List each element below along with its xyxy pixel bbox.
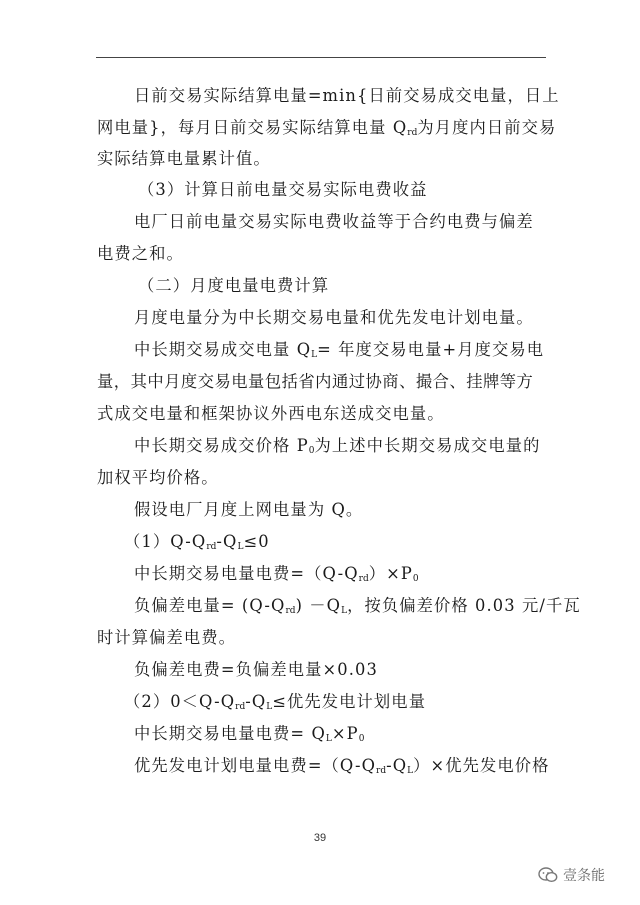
- text-line-13: 加权平均价格。: [97, 468, 219, 487]
- text-line-3: 实际结算电量累计值。: [97, 149, 271, 168]
- text-line-16: 中长期交易电量电费$=(Q-Q_{rd})\times P_0$: [134, 564, 419, 584]
- wechat-official-account-icon: [538, 866, 558, 884]
- text-line-17: 负偏差电量= $(Q-Q_{rd}) -Q_L$，按负偏差价格 0.03 元/千瓦: [134, 596, 581, 616]
- watermark: [538, 865, 605, 885]
- text-line-14: 假设电厂月度上网电量为 Q。: [134, 500, 364, 519]
- text-line-22: 优先发电计划电量电费$=(Q-Q_{rd}-Q_L)\times$优先发电价格: [134, 756, 550, 776]
- text-line-2: 网电量}，每月日前交易实际结算电量 $Q_{rd}$为月度内日前交易: [97, 118, 557, 138]
- section-heading-monthly: （二）月度电量电费计算: [138, 276, 330, 295]
- case-1-condition: $(1)Q-Q_{rd}-Q_L\le 0$: [124, 532, 270, 552]
- text-line-1: 日前交易实际结算电量=min{日前交易成交电量，日上: [134, 86, 560, 105]
- header-rule: [96, 57, 546, 58]
- case-2-condition: $(2)0<Q-Q_{rd}-Q_L\le$优先发电计划电量: [124, 692, 427, 712]
- text-line-11: 式成交电量和框架协议外西电东送成交电量。: [97, 404, 445, 423]
- text-line-8: 月度电量分为中长期交易电量和优先发电计划电量。: [134, 308, 534, 327]
- text-line-6: 电费之和。: [97, 244, 184, 263]
- subsection-heading-3: （3）计算日前电量交易实际电费收益: [138, 180, 428, 199]
- text-line-18: 时计算偏差电费。: [97, 628, 237, 647]
- text-line-12: 中长期交易成交价格 $P_0$为上述中长期交易成交电量的: [134, 436, 541, 456]
- watermark-text: 壹条能: [563, 868, 605, 884]
- text-line-9: 中长期交易成交电量 $Q_L=$ 年度交易电量+月度交易电: [134, 340, 545, 360]
- text-line-19: 负偏差电费=负偏差电量×0.03: [134, 660, 378, 679]
- text-line-5: 电厂日前电量交易实际电费收益等于合约电费与偏差: [134, 212, 534, 231]
- text-line-10: 量，其中月度交易电量包括省内通过协商、撮合、挂牌等方: [97, 372, 534, 391]
- page-number: 39: [313, 832, 327, 844]
- text-line-21: 中长期交易电量电费= $Q_L\times P_0$: [134, 724, 365, 744]
